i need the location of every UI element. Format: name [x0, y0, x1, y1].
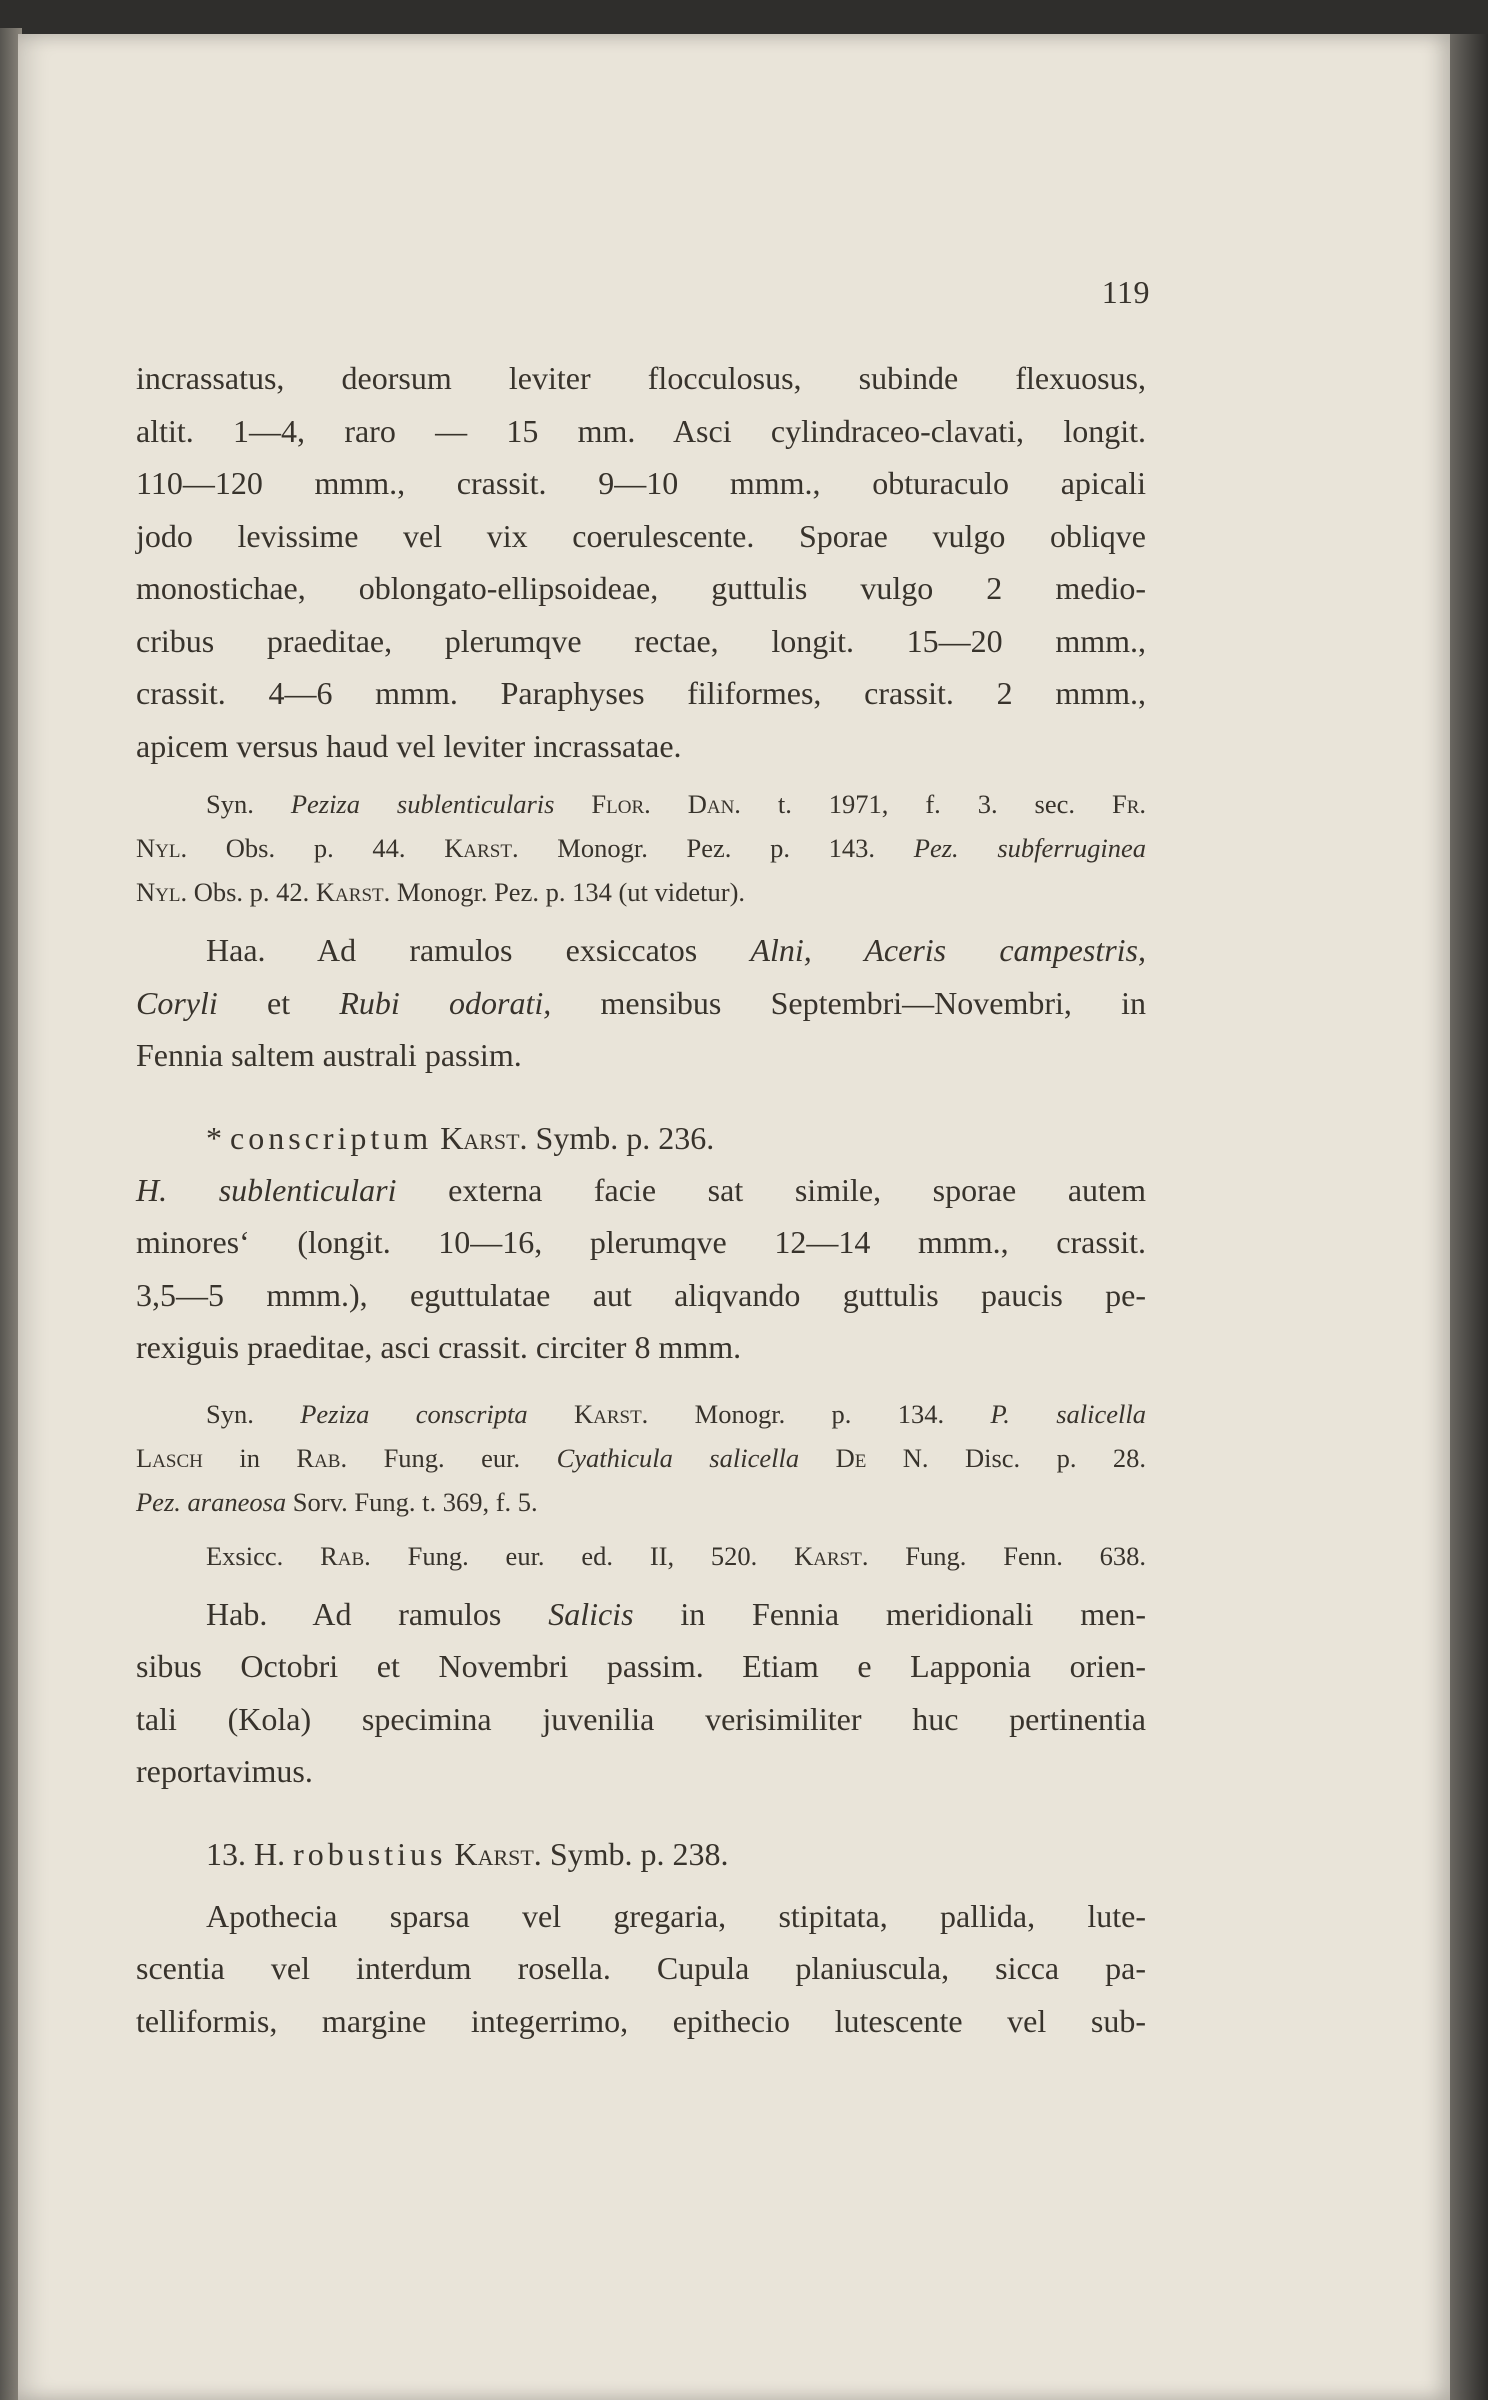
text-line: Apothecia sparsa vel gregaria, stipitata, pallida, lute- [206, 1897, 1146, 1934]
taxon-name: H. sublenticulari [136, 1171, 397, 1208]
synonymy-line [136, 782, 1146, 826]
reference: Obs. p. 42. [193, 877, 310, 907]
page-number: 119 [1101, 274, 1150, 310]
author-name: Fr. [1111, 789, 1146, 819]
text-line: apicem versus haud vel leviter incrassatae. [136, 727, 682, 764]
author-name: Flor. Dan. [591, 789, 741, 819]
reference: Fung. eur. [383, 1442, 521, 1473]
taxon-name: P. salicella [990, 1398, 1147, 1429]
synonymy-paragraph [136, 782, 1146, 914]
text-line [136, 1164, 1146, 1217]
book-page [18, 34, 1450, 2400]
text-line: rexiguis praeditae, asci crassit. circiter 8 mmm. [136, 1329, 742, 1365]
species-description [136, 1890, 1146, 2048]
habitat-text: Hab. Ad ramulos [206, 1595, 502, 1632]
text-line: Fennia saltem australi passim. [136, 1037, 522, 1073]
text-line: jodo levissime vel vix coerulescente. Sporae vulgo obliqve [136, 517, 1146, 554]
species-number: 13. [206, 1835, 246, 1872]
taxon-name: Cyathicula salicella [556, 1442, 800, 1473]
author-name: Karst. [440, 1119, 528, 1156]
text-line [136, 924, 1146, 977]
author-name: Rab. [296, 1442, 348, 1473]
text-line: minores‘ (longit. 10—16, plerumqve 12—14 mmm., crassit. [136, 1224, 1146, 1260]
exsiccata-paragraph [136, 1534, 1146, 1578]
synonymy-line [136, 826, 1146, 870]
reference: in [239, 1442, 260, 1473]
text-line: tali (Kola) specimina juvenilia verisimiliter huc pertinentia [136, 1700, 1146, 1737]
variety-name: conscriptum [230, 1119, 433, 1156]
reference: Symb. p. 238. [549, 1835, 729, 1872]
text-line [136, 1588, 1146, 1641]
habitat-text: Haa. Ad ramulos exsiccatos [206, 932, 698, 968]
author-name: De N. [835, 1442, 929, 1473]
text-line: 3,5—5 mmm.), eguttulatae aut aliqvando guttulis paucis pe- [136, 1276, 1146, 1313]
text-line: 110—120 mmm., crassit. 9—10 mmm., obturaculo apicali [136, 465, 1146, 501]
species-heading [136, 1828, 1146, 1880]
text-line: incrassatus, deorsum leviter flocculosus, subinde flexuosus, [136, 360, 1146, 396]
taxon-name: Peziza sublenticularis [290, 789, 555, 819]
habitat-text: et [267, 984, 291, 1021]
habitat-paragraph [136, 1588, 1146, 1798]
syn-label: Syn. [206, 1398, 254, 1429]
text-line: scentia vel interdum rosella. Cupula planiuscula, sicca pa- [136, 1950, 1146, 1986]
habitat-paragraph [136, 924, 1146, 1082]
syn-label: Syn. [206, 789, 254, 819]
description-text: externa facie sat simile, sporae autem [448, 1171, 1147, 1208]
author-name: Karst. [315, 877, 391, 907]
reference: Fung. eur. ed. II, 520. [407, 1540, 758, 1571]
exsicc-label: Exsicc. [206, 1540, 284, 1571]
author-name: Lasch [136, 1442, 203, 1473]
reference: Monogr. Pez. p. 134 (ut videtur). [396, 877, 746, 907]
host-name: Coryli [136, 984, 218, 1021]
author-name: Rab. [320, 1540, 371, 1571]
description-paragraph [136, 352, 1146, 772]
synonymy-line [136, 1436, 1146, 1480]
text-line: telliformis, margine integerrimo, epithecio lutescente vel sub- [136, 2002, 1146, 2039]
author-name: Karst. [444, 833, 519, 863]
text-line: crassit. 4—6 mmm. Paraphyses filiformes, crassit. 2 mmm., [136, 675, 1146, 711]
host-name: Rubi odorati, [339, 984, 552, 1021]
page-text [136, 352, 1146, 2047]
reference: Monogr. Pez. p. 143. [557, 833, 876, 863]
host-names: Alni, Aceris campestris, [750, 932, 1147, 968]
text-line: sibus Octobri et Novembri passim. Etiam e Lapponia orien- [136, 1648, 1146, 1684]
reference: Symb. p. 236. [535, 1119, 715, 1156]
synonymy-line [136, 870, 1146, 914]
species-name: robustius [293, 1835, 447, 1872]
reference: Obs. p. 44. [225, 833, 406, 863]
scan-background-top [0, 0, 1488, 34]
reference: Monogr. p. 134. [694, 1398, 945, 1429]
reference: t. 1971, f. 3. sec. [777, 789, 1076, 819]
habitat-text: in Fennia meridionali men- [680, 1595, 1147, 1632]
text-line: reportavimus. [136, 1753, 313, 1789]
text-line: altit. 1—4, raro — 15 mm. Asci cylindraceo-clavati, longit. [136, 412, 1146, 449]
page-right-edge [1450, 34, 1488, 2400]
taxon-name: Pez. subferruginea [913, 833, 1147, 863]
synonymy-line [136, 1392, 1146, 1436]
text-line: cribus praeditae, plerumqve rectae, longit. 15—20 mmm., [136, 622, 1146, 659]
synonymy-line [136, 1480, 1146, 1524]
host-name: Salicis [548, 1595, 634, 1632]
variety-description [136, 1164, 1146, 1374]
habitat-text: mensibus Septembri—Novembri, in [600, 984, 1147, 1021]
exsiccata-line [136, 1534, 1146, 1578]
genus-abbrev: H. [254, 1835, 286, 1872]
author-name: Karst. [454, 1835, 542, 1872]
synonymy-paragraph [136, 1392, 1146, 1524]
reference: Fung. Fenn. 638. [905, 1540, 1147, 1571]
text-line [136, 977, 1146, 1030]
taxon-name: Pez. araneosa [136, 1486, 287, 1517]
variety-marker: * [206, 1119, 222, 1156]
author-name: Nyl. [136, 877, 188, 907]
text-line: monostichae, oblongato-ellipsoideae, guttulis vulgo 2 medio- [136, 570, 1146, 606]
taxon-name: Peziza conscripta [300, 1398, 528, 1429]
author-name: Karst. [794, 1540, 869, 1571]
author-name: Nyl. [136, 833, 188, 863]
reference: Disc. p. 28. [964, 1442, 1147, 1473]
author-name: Karst. [573, 1398, 649, 1429]
variety-heading [136, 1112, 1146, 1164]
reference: Sorv. Fung. t. 369, f. 5. [292, 1486, 538, 1517]
